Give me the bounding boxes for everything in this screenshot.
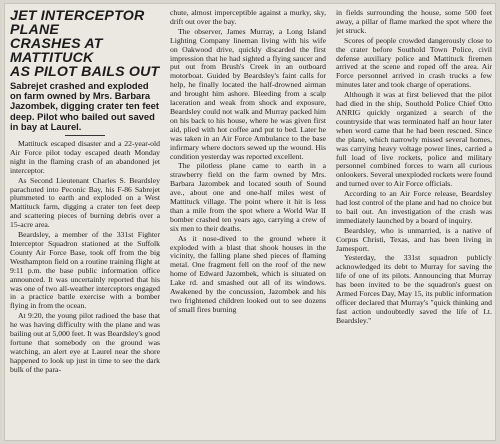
body-paragraph: The observer, James Murray, a Long Island Lighting Company lineman living with his wife on Oakwood drive, quickly discarded the first impression that he had sighted a flying saucer and put out from Brush's Creek in an outboard motorboat. Guided by Beardsley's faint calls for help, he finally located the half-drowned airman and brought him ashore. Bleeding from a scalp laceration and weak from shock and exposure, Beardsley could not walk and Murray packed him on his back to his house, where he was given first aid, plied with hot coffee and put to bed. Later he was taken in an Air Force Ambulance to the base infirmary where doctors sewed up the wound. His condition yesterday was reported excellent. (170, 26, 326, 161)
body-paragraph: The pilotless plane came to earth in a strawberry field on the farm owned by Mrs. Barbara Jazombek and located south of Sound ave., about one and one-half miles west of Mattituck village. The point where it hit is less than a mile from the spot where a World War II bomber crashed ten years ago, carrying a crew of six men to their deaths. (170, 161, 326, 233)
headline-line: JET INTERCEPTOR PLANE (10, 9, 145, 38)
article-column-3 (336, 9, 492, 437)
body-paragraph: chute, almost imperceptible against a murky, sky, drift out over the bay. (170, 9, 326, 26)
body-paragraph: As it nose-dived to the ground where it exploded with a blast that shook houses in the vicinity, the falling plane shed pieces of flaming metal. One fragment fell on the roof of the new home of Edward Jazombek, which is situated on Lake rd. and smashed out all of its windows. Awakened by the concussion, Jazombek and his two frightened children looked out to see dozens of small fires burning (170, 233, 326, 314)
body-paragraph: Scores of people crowded dangerously close to the crater before Southold Town Police, civil defense auxiliary police and Mattituck firemen arrived at the scene and roped off the area. Air Force personnel arrived in crash trucks a few minutes later and took charge of operations. (336, 35, 492, 90)
body-paragraph: in fields surrounding the house, some 500 feet away, a pillar of flame marked the spot where the jet struck. (336, 9, 492, 35)
body-paragraph: Beardsley, who is unmarried, is a native of Corpus Christi, Texas, and has been living in Jamesport. (336, 225, 492, 253)
body-paragraph: Although it was at first believed that the pilot had died in the ship, Southold Police Chief Otto ANRIG quickly organized a search of the countryside that was terminated half an hour later when word came that he had been rescued. Since the plane, which narrowly missed several homes, was carrying heavy voltage power lines, carried a full load of live rockets, police and military personnel combined forces to warn all curious onlookers. Several unexploded rockets were found and turned over to Air Force officials. (336, 90, 492, 189)
headline-line: AS PILOT BAILS OUT (10, 64, 160, 80)
body-paragraph: At 9:20, the young pilot radioed the base that he was having difficulty with the plane and was bailing out at 5,000 feet. It was Beardsley's good fortune that somebody on the ground was watching, an alert eye at Laurel near the shore happened to look up just in time to see the dark bulk of the para- (10, 311, 160, 374)
article-column-2 (170, 9, 326, 437)
article-column-1 (10, 9, 160, 437)
headline-line: CRASHES AT MATTITUCK (10, 36, 103, 66)
body-paragraph: Mattituck escaped disaster and a 22-year-old Air Force pilot today escaped death Monday night in the flaming crash of an abandoned jet interceptor. (10, 139, 160, 175)
body-paragraph: As Second Lieutenant Charles S. Beardsley parachuted into Peconic Bay, his F-86 Sabrejet plummeted to earth and exploded on a West Mattituck farm, digging a crater ten feet deep and scattering pieces of burning debris over a 15-acre area. (10, 175, 160, 230)
newspaper-clipping (4, 3, 496, 441)
body-paragraph: According to an Air Force release, Beardsley had lost control of the plane and had no choice but to bail out. An investigation of the crash was immediately launched by a board of inquiry. (336, 189, 492, 225)
divider-rule (65, 135, 105, 136)
headline (10, 9, 160, 79)
subheadline-deck: Sabrejet crashed and exploded on farm owned by Mrs. Barbara Jazombek, digging crater ten feet deep. Pilot who bailed out saved in bay at Laurel. (10, 80, 159, 132)
body-paragraph: Beardsley, a member of the 331st Fighter Interceptor Squadron stationed at the Suffolk County Air Force Base, took off from the big Westhampton field on a routine training flight at 9:11 p.m. the base public information office announced. It was uncertainly reported that his was one of two all-weather interceptors engaged in a practice battle exercise with a bomber flying in from the ocean. (10, 230, 160, 311)
body-paragraph: Yesterday, the 331st squadron publicly acknowledged its debt to Murray for saving the life of one of its pilots. Announcing that Murray has been invited to be the squadron's guest on Armed Forces Day, May 15, its public information officer declared that Murray's "quick thinking and fast action undoubtedly saved the life of Lt. Beardsley." (336, 253, 492, 325)
